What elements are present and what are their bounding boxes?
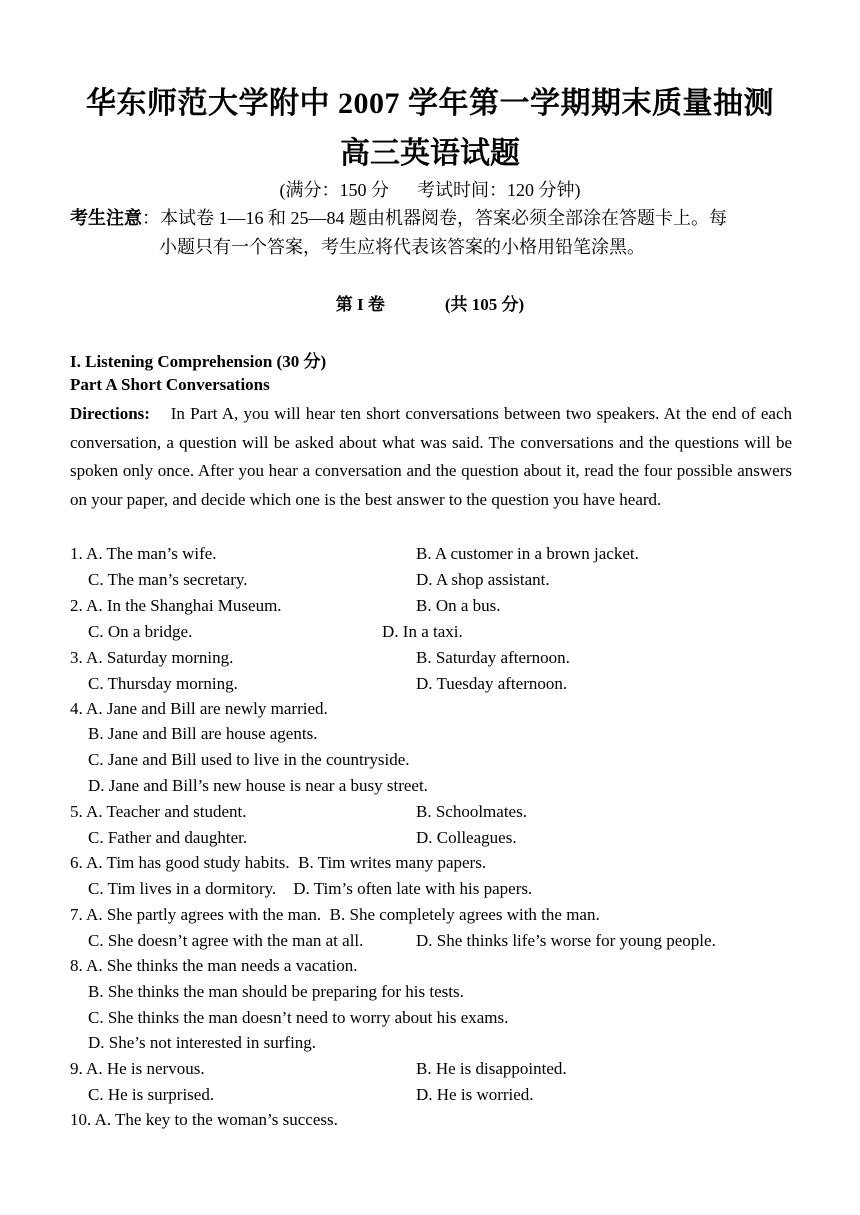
q3-option-c: C. Thursday morning. bbox=[88, 674, 238, 693]
notice-line-2: 小题只有一个答案，考生应将代表该答案的小格用铅笔涂黑。 bbox=[159, 237, 645, 257]
q5-option-b: B. Schoolmates. bbox=[416, 802, 527, 821]
notice-label: 考生注意 bbox=[70, 208, 142, 228]
q3-option-a: 3. A. Saturday morning. bbox=[70, 648, 234, 667]
q6-options-ab: 6. A. Tim has good study habits. B. Tim writes many papers. bbox=[70, 853, 487, 872]
q5-option-a: 5. A. Teacher and student. bbox=[70, 802, 247, 821]
q3-option-b: B. Saturday afternoon. bbox=[416, 648, 570, 667]
q4-option-d: D. Jane and Bill’s new house is near a busy street. bbox=[88, 776, 428, 795]
part-heading: Part A Short Conversations bbox=[70, 375, 270, 394]
q9-option-c: C. He is surprised. bbox=[88, 1085, 215, 1104]
directions-paragraph bbox=[70, 400, 792, 514]
q4-option-a: 4. A. Jane and Bill are newly married. bbox=[70, 699, 328, 718]
full-score: (满分：150 分 bbox=[279, 180, 389, 200]
q8-option-a: 8. A. She thinks the man needs a vacation. bbox=[70, 956, 358, 975]
exam-notice bbox=[70, 204, 792, 262]
volume-points: (共 105 分) bbox=[444, 295, 525, 314]
score-and-time bbox=[0, 176, 860, 202]
q7-options-ab: 7. A. She partly agrees with the man. B. She completely agrees with the man. bbox=[70, 905, 600, 924]
q9-option-a: 9. A. He is nervous. bbox=[70, 1059, 205, 1078]
q6-options-cd: C. Tim lives in a dormitory. D. Tim’s often late with his papers. bbox=[88, 879, 533, 898]
q7-option-d: D. She thinks life’s worse for young people. bbox=[416, 931, 716, 950]
directions-label: Directions: bbox=[70, 404, 150, 423]
q8-option-b: B. She thinks the man should be preparing for his tests. bbox=[88, 982, 464, 1001]
exam-title: 华东师范大学附中 2007 学年第一学期期末质量抽测 bbox=[86, 87, 774, 120]
q2-option-b: B. On a bus. bbox=[416, 596, 501, 615]
volume-name: 第 I 卷 bbox=[335, 295, 385, 314]
q8-option-d: D. She’s not interested in surfing. bbox=[88, 1033, 317, 1052]
q1-option-b: B. A customer in a brown jacket. bbox=[416, 544, 639, 563]
exam-time: 考试时间：120 分钟) bbox=[417, 180, 581, 200]
q2-option-a: 2. A. In the Shanghai Museum. bbox=[70, 596, 282, 615]
notice-line-1: ：本试卷 1—16 和 25—84 题由机器阅卷，答案必须全部涂在答题卡上。每 bbox=[142, 208, 727, 228]
q5-option-c: C. Father and daughter. bbox=[88, 828, 248, 847]
q1-option-c: C. The man’s secretary. bbox=[88, 570, 248, 589]
q8-option-c: C. She thinks the man doesn’t need to worry about his exams. bbox=[88, 1008, 509, 1027]
volume-heading bbox=[0, 290, 860, 315]
q9-option-d: D. He is worried. bbox=[416, 1085, 534, 1104]
q10-option-a: 10. A. The key to the woman’s success. bbox=[70, 1110, 338, 1129]
q4-option-c: C. Jane and Bill used to live in the countryside. bbox=[88, 750, 410, 769]
q5-option-d: D. Colleagues. bbox=[416, 828, 517, 847]
q1-option-a: 1. A. The man’s wife. bbox=[70, 544, 217, 563]
q3-option-d: D. Tuesday afternoon. bbox=[416, 674, 568, 693]
q7-option-c: C. She doesn’t agree with the man at all. bbox=[88, 931, 364, 950]
section-heading: I. Listening Comprehension (30 分) bbox=[70, 352, 327, 371]
directions-text: In Part A, you will hear ten short conversations between two speakers. At the end of each conversation, a question will be asked about what was said. The conversations and the questions will be spoken only once. After you hear a conversation and the question about it, read the four possible answers on your paper, and decide which one is the best answer to the question you have heard. bbox=[70, 404, 792, 509]
q2-option-d: D. In a taxi. bbox=[382, 622, 463, 641]
q2-option-c: C. On a bridge. bbox=[88, 622, 193, 641]
q4-option-b: B. Jane and Bill are house agents. bbox=[88, 724, 318, 743]
exam-subtitle: 高三英语试题 bbox=[340, 137, 520, 170]
q1-option-d: D. A shop assistant. bbox=[416, 570, 550, 589]
q9-option-b: B. He is disappointed. bbox=[416, 1059, 567, 1078]
